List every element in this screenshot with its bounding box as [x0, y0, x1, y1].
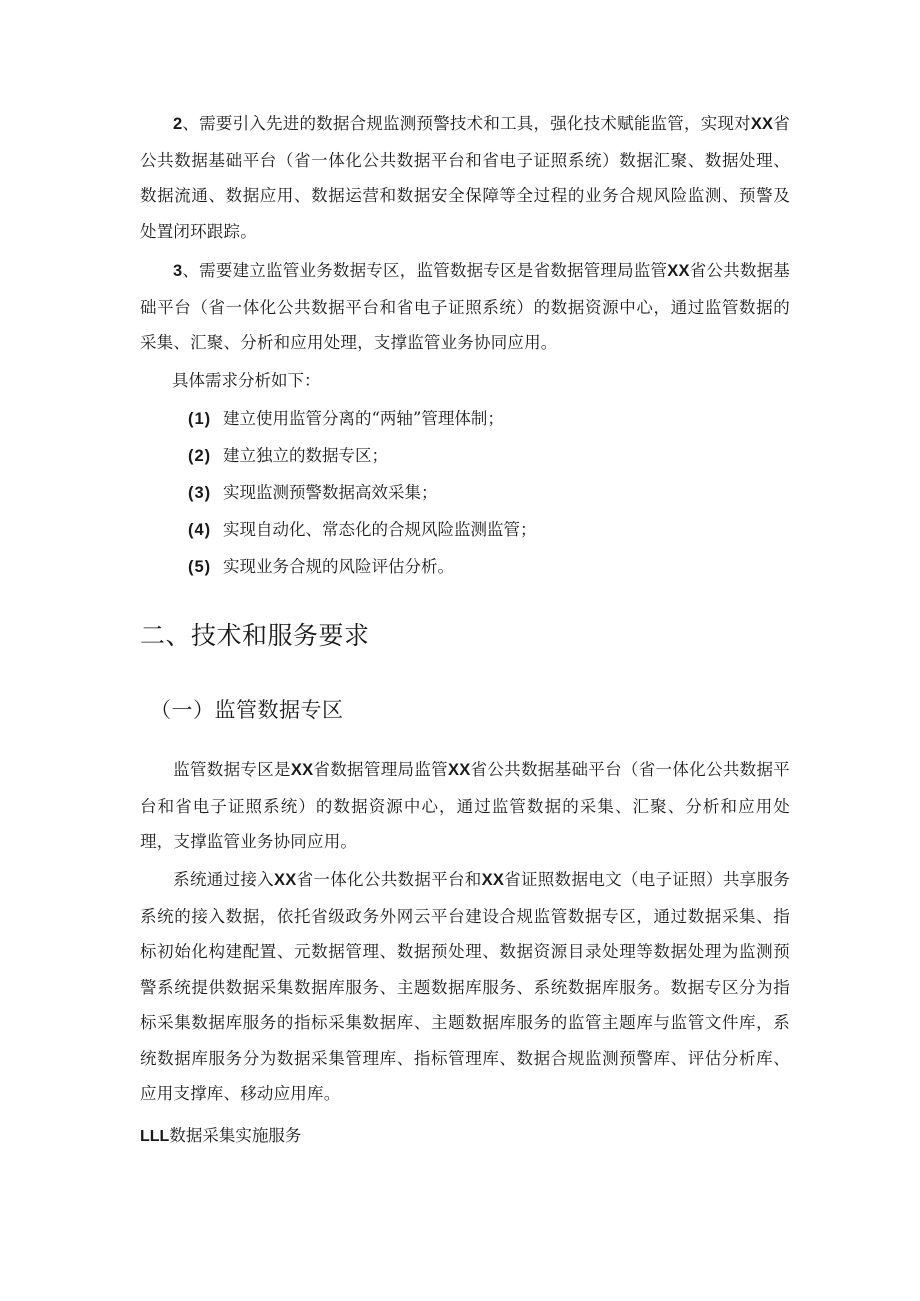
list-marker: (3) — [188, 484, 212, 502]
paragraph-text: 监管数据专区是 — [173, 760, 291, 779]
placeholder-xx: XX — [274, 871, 297, 889]
list-item-text: 实现自动化、常态化的合规风险监测监管； — [223, 520, 537, 539]
section-label — [140, 1121, 301, 1152]
section-label-prefix: LLL — [140, 1128, 170, 1145]
paragraph-data-zone-definition — [140, 752, 790, 860]
paragraph-text: 、需要建立监管业务数据专区，监管数据专区是省数据管理局监管 — [182, 261, 668, 280]
list-item — [188, 400, 537, 437]
subsection-heading: （一）监管数据专区 — [150, 698, 344, 722]
paragraph-text: 省证照数据电文（电子证照）共享服务系统的接入数据，依托省级政务外网云平台建设合规监管数据专区，通过数据采集、指标初始化构建配置、元数据管理、数据预处理、数据资源目录处理等数据处理为监测预警系统提供数据采集数据库服务、主题数据库服务、系统数据库服务。数据专区分为指标采集数据库服务的指标采集数据库、主题数据库服务的监管主题库与监管文件库，系统数据库服务分为数据采集管理库、指标管理库、数据合规监测预警库、评估分析库、应用支撑库、移动应用库。 — [140, 870, 790, 1103]
paragraph-number: 2 — [173, 115, 183, 133]
section-label-text: 数据采集实施服务 — [169, 1126, 302, 1145]
requirements-intro: 具体需求分析如下： — [172, 371, 321, 390]
paragraph-requirement-2 — [140, 106, 790, 249]
placeholder-xx: XX — [750, 115, 774, 133]
placeholder-xx: XX — [481, 871, 505, 889]
paragraph-number: 3 — [173, 262, 183, 280]
paragraph-text: 省公共数据基础平台（省一体化公共数据平台和省电子证照系统）的数据资源中心，通过监管数据的采集、汇聚、分析和应用处理，支撑监管业务协同应用。 — [140, 261, 790, 352]
placeholder-xx: XX — [447, 761, 471, 779]
paragraph-text: 系统通过接入 — [173, 870, 275, 889]
placeholder-xx: XX — [290, 761, 314, 779]
list-item-text: 建立使用监管分离的“两轴”管理体制； — [223, 409, 504, 428]
list-item — [188, 474, 537, 511]
list-marker: (1) — [188, 410, 212, 428]
paragraph-text: 、需要引入先进的数据合规监测预警技术和工具，强化技术赋能监管，实现对 — [182, 114, 751, 133]
paragraph-requirement-3 — [140, 253, 790, 361]
paragraph-text: 省公共数据基础平台（省一体化公共数据平台和省电子证照系统）数据汇聚、数据处理、数据流通、数据应用、数据运营和数据安全保障等全过程的业务合规风险监测、预警及处置闭环跟踪。 — [140, 114, 790, 241]
list-item — [188, 437, 537, 474]
list-marker: (4) — [188, 521, 212, 539]
list-item — [188, 511, 537, 548]
list-marker: (2) — [188, 447, 212, 465]
list-item-text: 实现监测预警数据高效采集； — [223, 483, 438, 502]
requirements-list — [188, 400, 537, 585]
section-heading: 二、技术和服务要求 — [140, 621, 370, 650]
list-item-text: 实现业务合规的风险评估分析。 — [223, 557, 454, 576]
list-item — [188, 548, 537, 585]
placeholder-xx: XX — [667, 262, 690, 280]
paragraph-text: 省数据管理局监管 — [313, 760, 448, 779]
paragraph-system-access — [140, 862, 790, 1112]
list-marker: (5) — [188, 558, 212, 576]
paragraph-text: 省一体化公共数据平台和 — [296, 870, 482, 889]
list-item-text: 建立独立的数据专区； — [223, 446, 388, 465]
paragraph-text: 省公共数据基础平台（省一体化公共数据平台和省电子证照系统）的数据资源中心，通过监管数据的采集、汇聚、分析和应用处理，支撑监管业务协同应用。 — [140, 760, 790, 851]
